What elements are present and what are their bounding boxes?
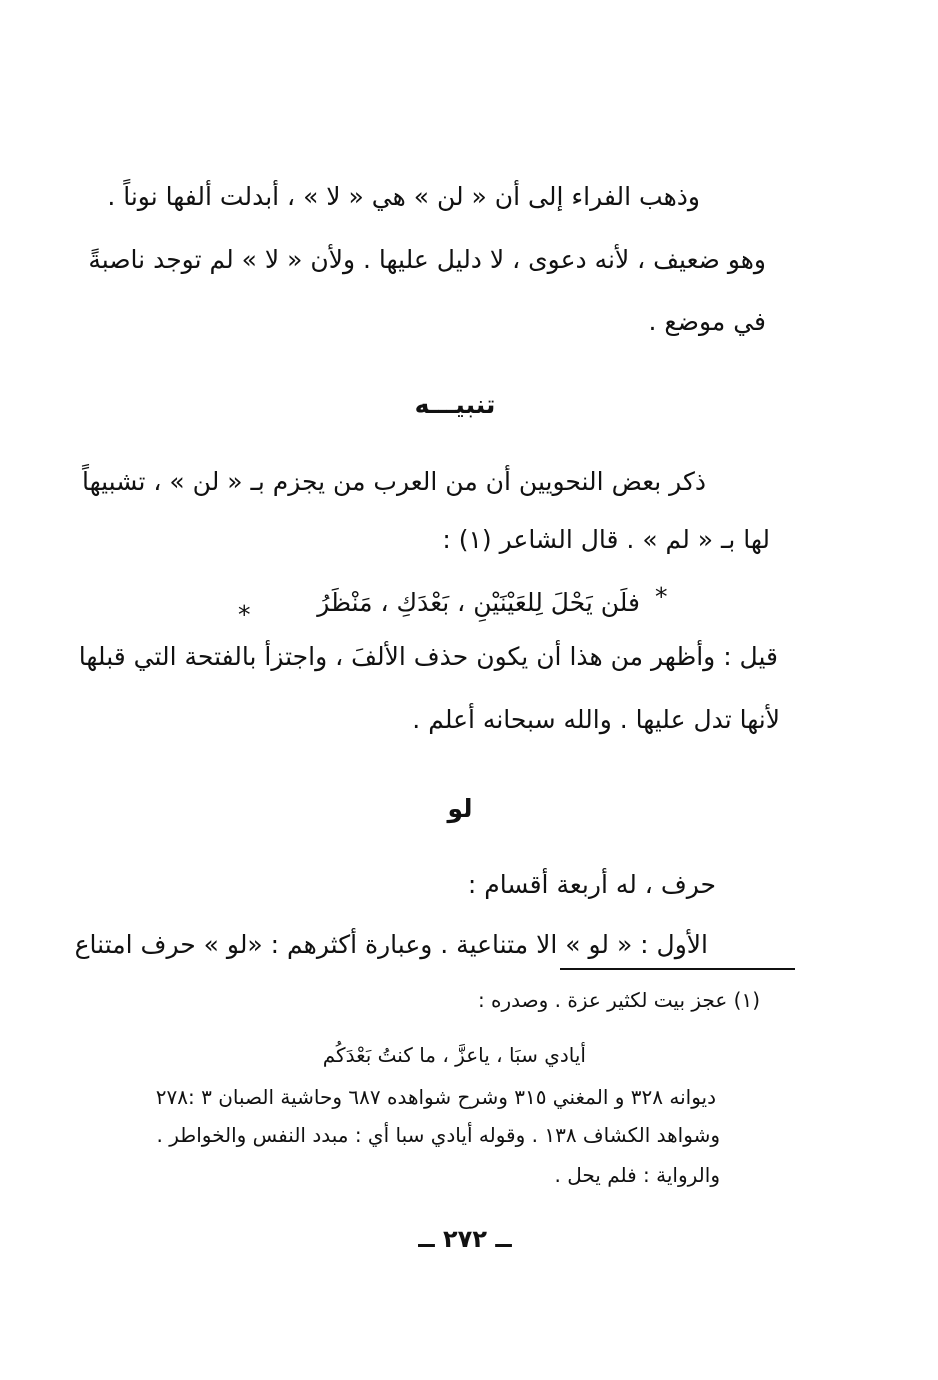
footnote-separator [560, 968, 795, 970]
paragraph-line: لأنها تدل عليها . والله سبحانه أعلم . [412, 705, 780, 734]
paragraph-line: وذهب الفراء إلى أن « لن » هي « لا » ، أبدلت ألفها نوناً . [107, 182, 700, 211]
footnote-line: وشواهد الكشاف ١٣٨ . وقوله أيادي سبا أي : مبدد النفس والخواطر . [156, 1123, 720, 1147]
page-number: ــ ٢٧٢ ــ [418, 1225, 512, 1253]
footnote-line: (١) عجز بيت لكثير عزة . وصدره : [477, 988, 760, 1012]
section-heading: لو [447, 794, 473, 823]
paragraph-line: وهو ضعيف ، لأنه دعوى ، لا دليل عليها . ولأن « لا » لم توجد ناصبةً [88, 245, 766, 274]
paragraph-line: حرف ، له أربعة أقسام : [467, 870, 716, 899]
verse-star-right: * [655, 582, 668, 611]
paragraph-line: قيل : وأظهر من هذا أن يكون حذف الألفَ ، واجتزأ بالفتحة التي قبلها [78, 642, 778, 671]
paragraph-line: في موضع . [648, 307, 766, 336]
footnote-line: والرواية : فلم يحل . [554, 1163, 720, 1187]
footnote-line: ديوانه ٣٢٨ و المغني ٣١٥ وشرح شواهده ٦٨٧ وحاشية الصبان ٣ :٢٧٨ [155, 1085, 716, 1109]
paragraph-line: الأول : « لو » الا متناعية . وعبارة أكثرهم : «لو » حرف امتناع [74, 930, 708, 959]
section-heading: تنبيـــه [414, 390, 496, 419]
poetry-verse: فلَن يَحْلَ لِلعَيْنَيْنِ ، بَعْدَكِ ، مَنْظَرُ [317, 588, 640, 617]
paragraph-line: لها بـ « لم » . قال الشاعر (١) : [442, 525, 770, 554]
verse-star-left: * [238, 600, 251, 629]
paragraph-line: ذكر بعض النحويين أن من العرب من يجزم بـ « لن » ، تشبيهاً [81, 467, 706, 496]
footnote-verse: أيادي سبَا ، ياعزَّ ، ما كنتُ بَعْدَكُم [322, 1043, 586, 1067]
